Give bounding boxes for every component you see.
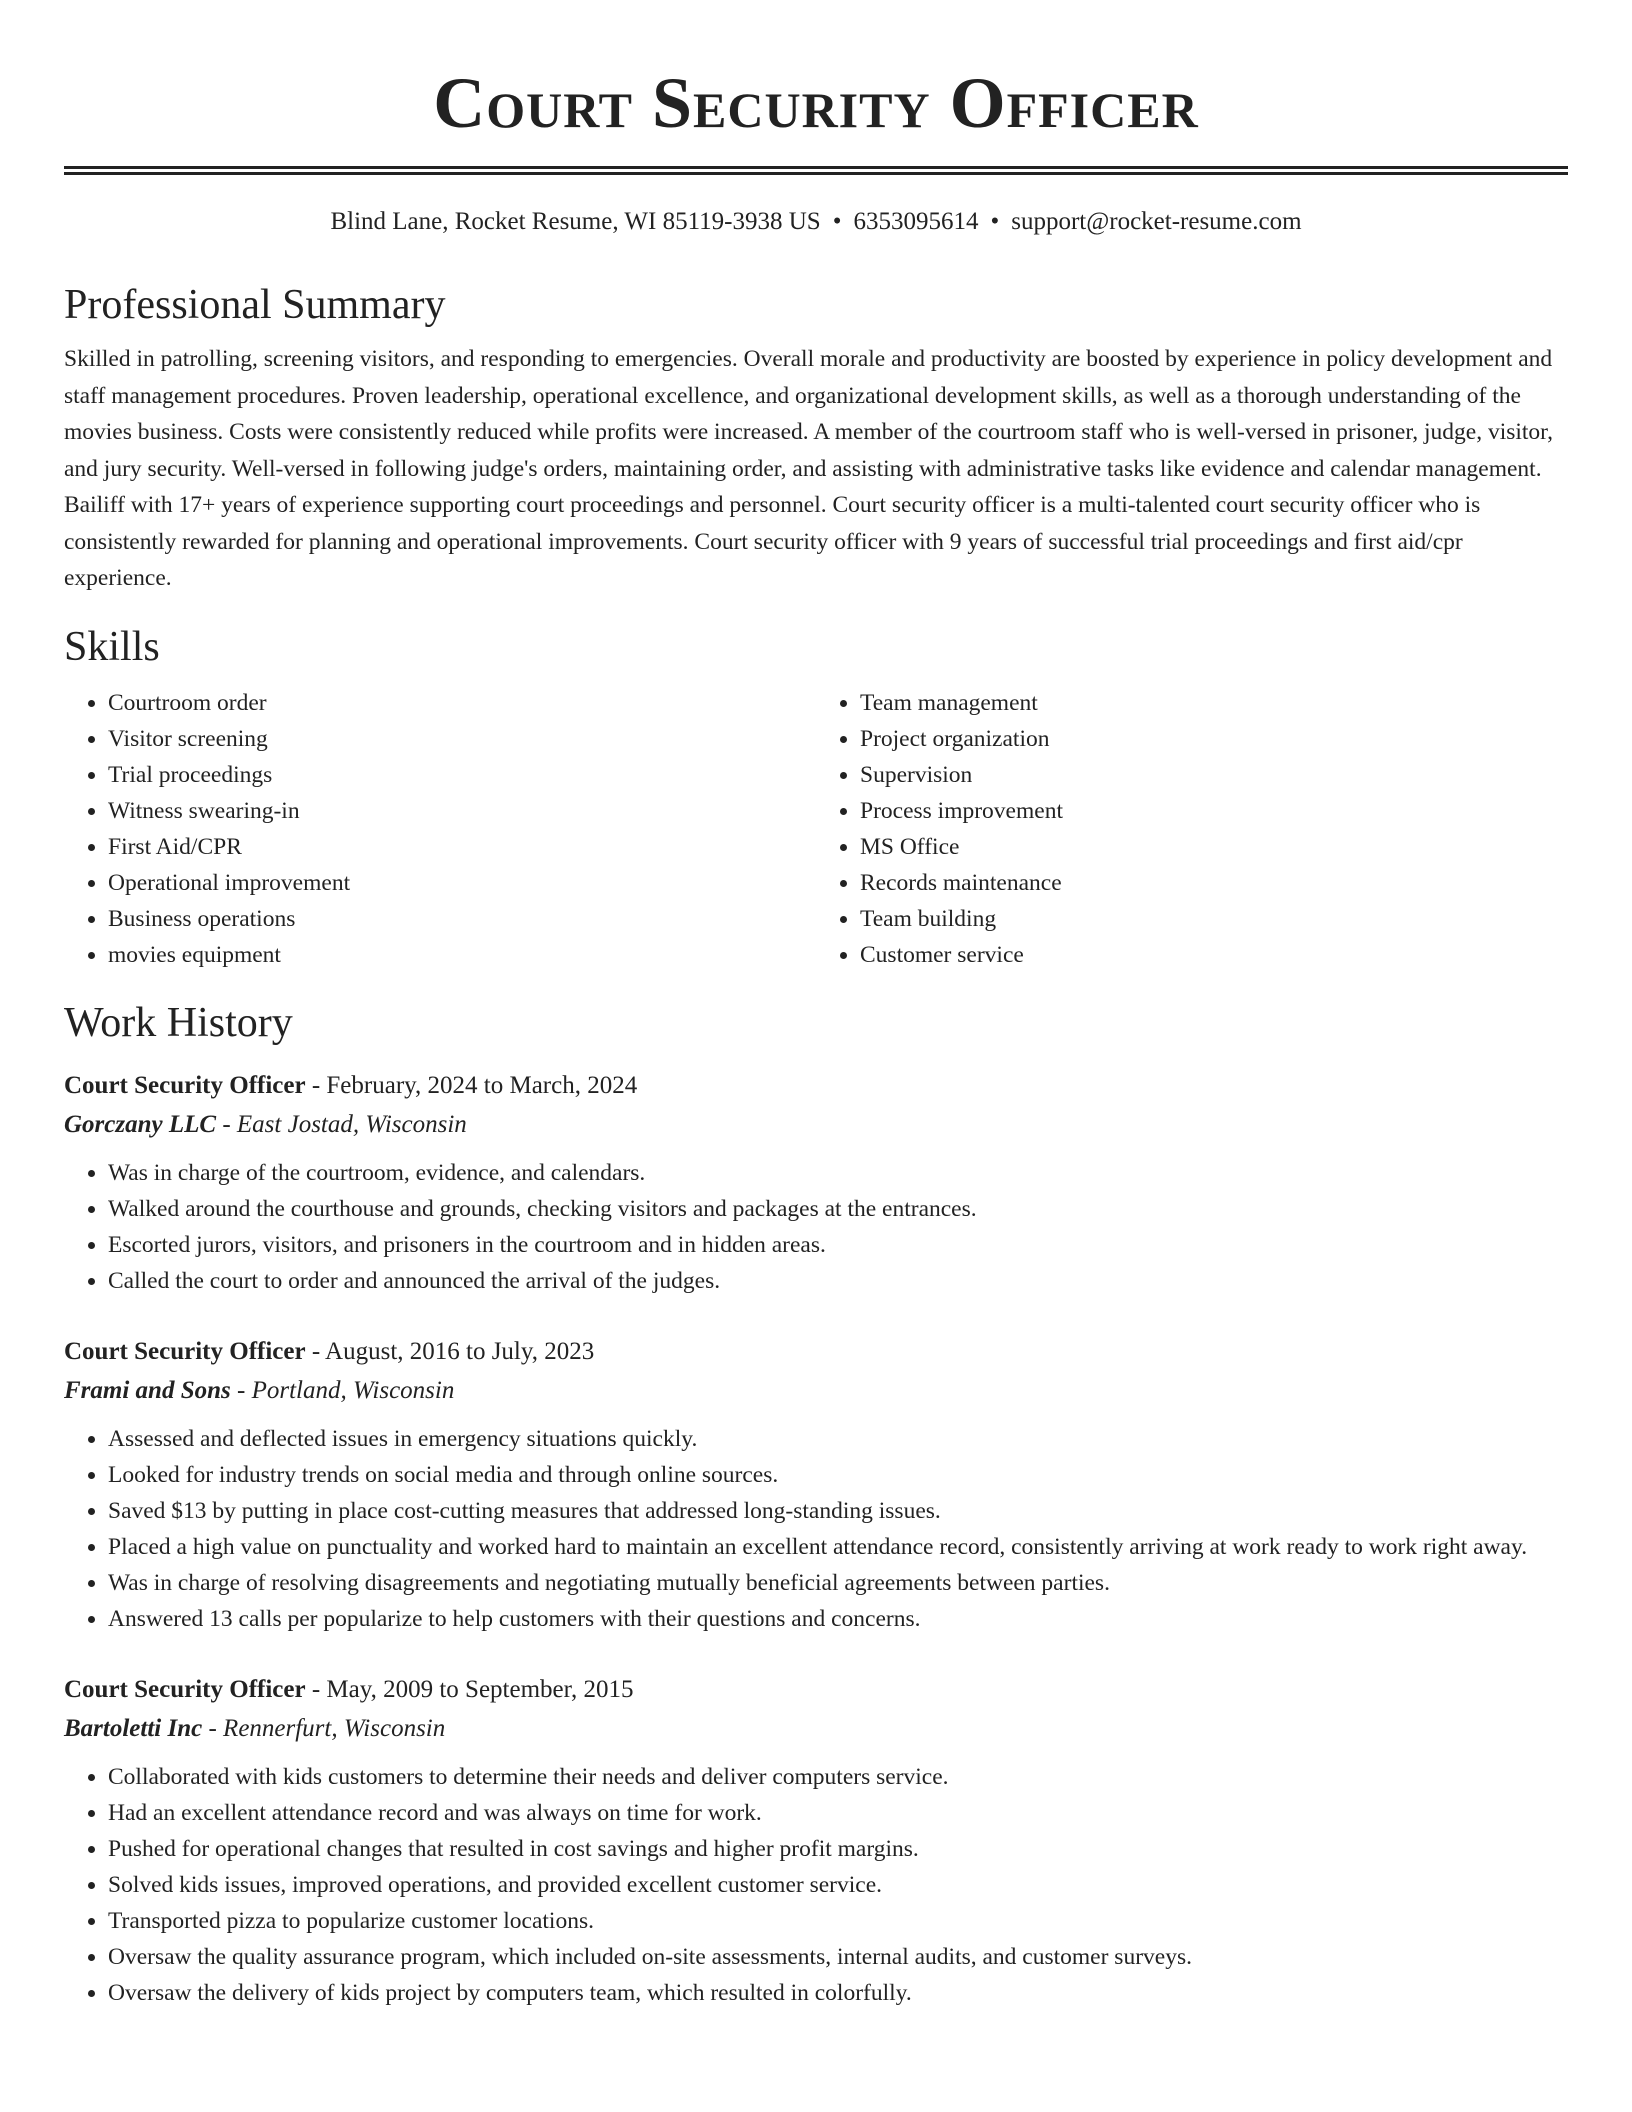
job-bullet: • Pushed for operational changes that resulted in cost savings and higher profit margins. — [108, 1831, 1568, 1867]
skill-item: • Witness swearing-in — [108, 793, 816, 829]
job-bullet: • Had an excellent attendance record and was always on time for work. — [108, 1795, 1568, 1831]
job-bullet: • Transported pizza to popularize customer locations. — [108, 1903, 1568, 1939]
job-bullets — [64, 1155, 1568, 1299]
job-employer-line: Bartoletti Inc - Rennerfurt, Wisconsin — [64, 1714, 446, 1742]
skills-column-right — [816, 685, 1568, 973]
header-double-rule — [64, 166, 1568, 175]
job-company: Bartoletti Inc — [64, 1714, 203, 1742]
summary-text: Skilled in patrolling, screening visitors, and responding to emergencies. Overall morale and productivity are boosted by experience in policy development and staff management procedures. Proven leadership, operational excellence, and organizational development skills, as well as a thorough understanding of the movies business. Costs were consistently reduced while profits were increased. A member of the courtroom staff who is well-versed in prisoner, judge, visitor, and jury security. Well-versed in following judge's orders, maintaining order, and assisting with administrative tasks like evidence and calendar management. Bailiff with 17+ years of experience supporting court proceedings and personnel. Court security officer is a multi-talented court security officer who is consistently rewarded for planning and operational improvements. Court security officer with 9 years of successful trial proceedings and first aid/cpr experience. — [64, 346, 1553, 591]
job-entry — [64, 1333, 1568, 1637]
job-bullet: • Assessed and deflected issues in emergency situations quickly. — [108, 1421, 1568, 1457]
skill-item: • Team building — [860, 901, 1568, 937]
skill-item: • First Aid/CPR — [108, 829, 816, 865]
job-location: Rennerfurt, Wisconsin — [223, 1714, 446, 1742]
job-bullet: • Collaborated with kids customers to determine their needs and deliver computers service. — [108, 1759, 1568, 1795]
job-bullet: • Solved kids issues, improved operations, and provided excellent customer service. — [108, 1867, 1568, 1903]
contact-address: Blind Lane, Rocket Resume, WI 85119-3938 US — [330, 208, 821, 235]
contact-phone: 6353095614 — [853, 208, 979, 235]
job-role: Court Security Officer — [64, 1071, 306, 1099]
contact-separator: • — [990, 208, 1000, 235]
skills-column-left — [64, 685, 816, 973]
contact-separator: • — [832, 208, 842, 235]
job-company: Gorczany LLC — [64, 1110, 217, 1138]
job-bullet: • Was in charge of the courtroom, evidence, and calendars. — [108, 1155, 1568, 1191]
job-bullet: • Walked around the courthouse and grounds, checking visitors and packages at the entrances. — [108, 1191, 1568, 1227]
skill-item: • Customer service — [860, 937, 1568, 973]
skill-item: • Team management — [860, 685, 1568, 721]
job-location: Portland, Wisconsin — [251, 1376, 455, 1404]
skill-item: • Visitor screening — [108, 721, 816, 757]
skills-heading: Skills — [64, 623, 160, 670]
job-location: East Jostad, Wisconsin — [236, 1110, 467, 1138]
contact-email: support@rocket-resume.com — [1011, 208, 1302, 235]
job-dates: May, 2009 to September, 2015 — [326, 1675, 634, 1703]
skill-item: • Project organization — [860, 721, 1568, 757]
job-header: Court Security Officer - May, 2009 to September, 2015 — [64, 1675, 634, 1703]
job-employer-line: Gorczany LLC - East Jostad, Wisconsin — [64, 1110, 467, 1138]
job-bullets — [64, 1759, 1568, 2011]
summary-heading: Professional Summary — [64, 282, 446, 328]
job-employer-line: Frami and Sons - Portland, Wisconsin — [64, 1376, 455, 1404]
job-header: Court Security Officer - August, 2016 to July, 2023 — [64, 1337, 595, 1365]
skill-item: • Supervision — [860, 757, 1568, 793]
skill-item: • Business operations — [108, 901, 816, 937]
job-dates: August, 2016 to July, 2023 — [325, 1337, 595, 1365]
job-role: Court Security Officer — [64, 1675, 306, 1703]
job-role: Court Security Officer — [64, 1337, 306, 1365]
job-bullet: • Was in charge of resolving disagreements and negotiating mutually beneficial agreements between parties. — [108, 1565, 1568, 1601]
job-entry — [64, 1067, 1568, 1299]
job-bullet: • Answered 13 calls per popularize to help customers with their questions and concerns. — [108, 1601, 1568, 1637]
skill-item: • movies equipment — [108, 937, 816, 973]
job-bullet: • Oversaw the delivery of kids project by computers team, which resulted in colorfully. — [108, 1975, 1568, 2011]
job-bullet: • Looked for industry trends on social media and through online sources. — [108, 1457, 1568, 1493]
job-bullet: • Saved $13 by putting in place cost-cutting measures that addressed long-standing issues. — [108, 1493, 1568, 1529]
job-header: Court Security Officer - February, 2024 to March, 2024 — [64, 1071, 638, 1099]
job-company: Frami and Sons — [64, 1376, 231, 1404]
skill-item: • Process improvement — [860, 793, 1568, 829]
job-bullet: • Oversaw the quality assurance program, which included on-site assessments, internal audits, and customer surveys. — [108, 1939, 1568, 1975]
job-dates: February, 2024 to March, 2024 — [326, 1071, 638, 1099]
skill-item: • MS Office — [860, 829, 1568, 865]
job-bullet: • Placed a high value on punctuality and worked hard to maintain an excellent attendance record, consistently arriving at work ready to work right away. — [108, 1529, 1568, 1565]
contact-line — [64, 205, 1568, 239]
job-bullets — [64, 1421, 1568, 1637]
skill-item: • Records maintenance — [860, 865, 1568, 901]
job-entry — [64, 1671, 1568, 2011]
work-history-heading: Work History — [64, 999, 293, 1046]
job-bullet: • Called the court to order and announced the arrival of the judges. — [108, 1263, 1568, 1299]
resume-name-heading: Court Security Officer — [433, 63, 1199, 143]
job-bullet: • Escorted jurors, visitors, and prisoners in the courtroom and in hidden areas. — [108, 1227, 1568, 1263]
skills-grid — [64, 685, 1568, 973]
skill-item: • Operational improvement — [108, 865, 816, 901]
skill-item: • Courtroom order — [108, 685, 816, 721]
skill-item: • Trial proceedings — [108, 757, 816, 793]
